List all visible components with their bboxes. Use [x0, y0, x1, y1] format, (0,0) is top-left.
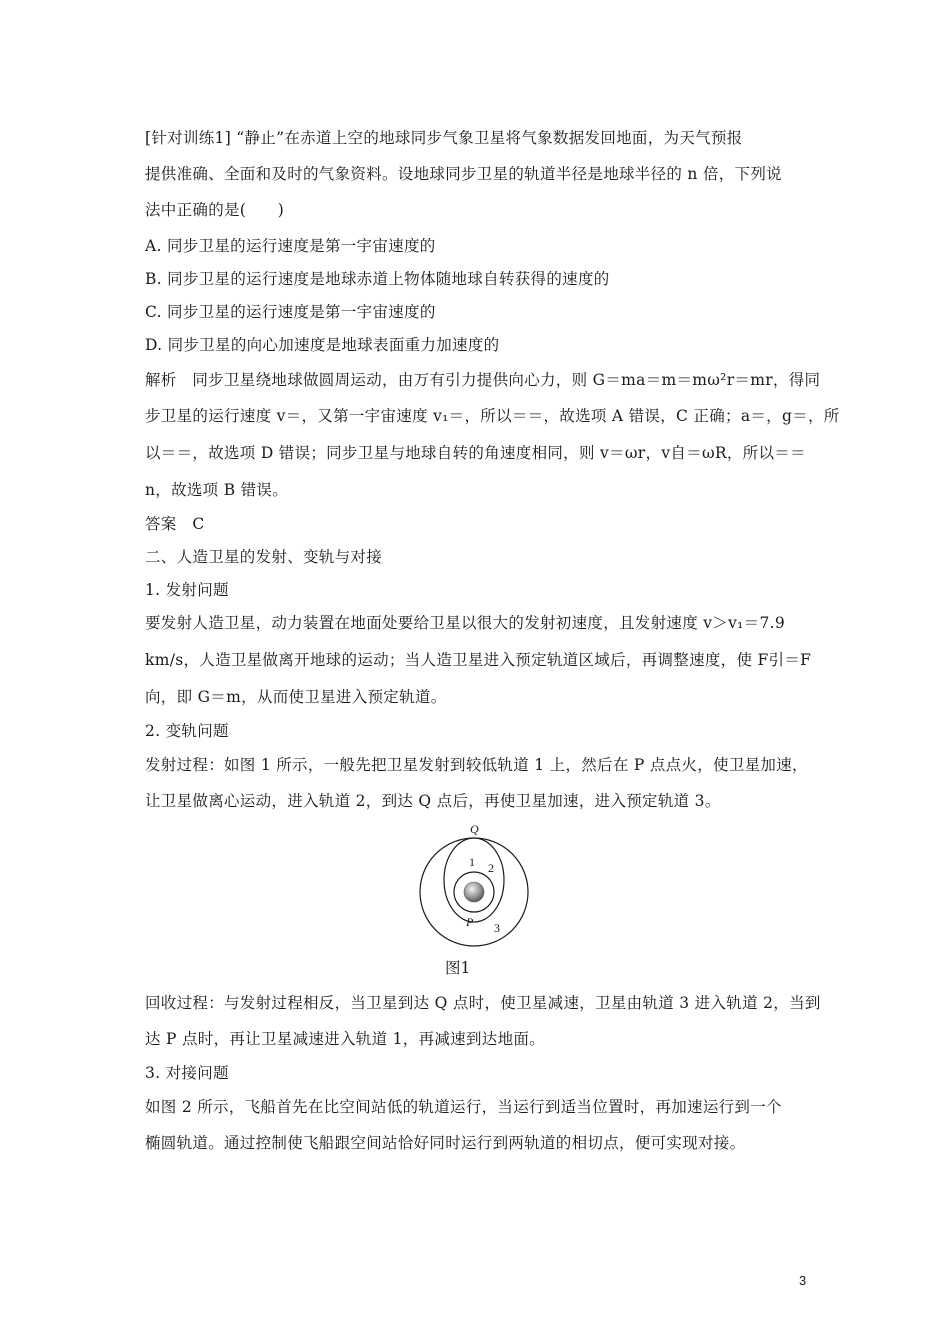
- orbit-2-label: 2: [488, 861, 494, 875]
- launch-paragraph-line-3: 向，即 G＝m，从而使卫星进入预定轨道。: [145, 688, 447, 706]
- training-question-line-2: 提供准确、全面和及时的气象资料。设地球同步卫星的轨道半径是地球半径的 n 倍，下列说: [145, 165, 782, 183]
- point-p-label: P: [466, 915, 474, 929]
- subheading-orbit-change: 2. 变轨问题: [145, 722, 229, 740]
- launch-paragraph-line-2: km/s，人造卫星做离开地球的运动；当人造卫星进入预定轨道区域后，再调整速度，使 F引＝F: [145, 651, 812, 669]
- orbit-diagram: [418, 820, 530, 948]
- page-number: 3: [799, 1273, 807, 1288]
- docking-paragraph-line-2: 椭圆轨道。通过控制使飞船跟空间站恰好同时运行到两轨道的相切点，便可实现对接。: [145, 1134, 746, 1152]
- option-c: C. 同步卫星的运行速度是第一宇宙速度的: [145, 303, 436, 321]
- subheading-docking: 3. 对接问题: [145, 1064, 229, 1082]
- answer: 答案 C: [145, 515, 205, 533]
- earth-sphere: [464, 882, 484, 902]
- option-d: D. 同步卫星的向心加速度是地球表面重力加速度的: [145, 336, 500, 354]
- orbit-3-label: 3: [494, 921, 500, 935]
- recovery-process-line-2: 达 P 点时，再让卫星减速进入轨道 1，再减速到达地面。: [145, 1030, 545, 1048]
- launch-process-line-2: 让卫星做离心运动，进入轨道 2，到达 Q 点后，再使卫星加速，进入预定轨道 3。: [145, 792, 721, 810]
- figure-caption: 图1: [445, 959, 471, 977]
- training-question-line-3: 法中正确的是( ): [145, 201, 285, 219]
- training-question-line-1: [针对训练1] “静止”在赤道上空的地球同步气象卫星将气象数据发回地面，为天气预报: [145, 129, 743, 147]
- launch-paragraph-line-1: 要发射人造卫星，动力装置在地面处要给卫星以很大的发射初速度，且发射速度 v＞v₁＝7.9: [145, 614, 786, 632]
- section-heading: 二、人造卫星的发射、变轨与对接: [145, 548, 383, 566]
- point-q-label: Q: [470, 822, 479, 836]
- analysis-line-2: 步卫星的运行速度 v＝，又第一宇宙速度 v₁＝，所以＝＝，故选项 A 错误，C 正确；a＝，g＝，所: [145, 407, 840, 425]
- docking-paragraph-line-1: 如图 2 所示，飞船首先在比空间站低的轨道运行，当运行到适当位置时，再加速运行到一个: [145, 1098, 782, 1116]
- analysis-line-1: 解析 同步卫星绕地球做圆周运动，由万有引力提供向心力，则 G＝ma＝m＝mω²r＝mr，得同: [145, 371, 821, 389]
- launch-process-line-1: 发射过程：如图 1 所示，一般先把卫星发射到较低轨道 1 上，然后在 P 点点火，使卫星加速，: [145, 756, 808, 774]
- option-b: B. 同步卫星的运行速度是地球赤道上物体随地球自转获得的速度的: [145, 270, 610, 288]
- recovery-process-line-1: 回收过程：与发射过程相反，当卫星到达 Q 点时，使卫星减速，卫星由轨道 3 进入轨道 2，当到: [145, 994, 821, 1012]
- subheading-launch: 1. 发射问题: [145, 581, 229, 599]
- orbit-2-ellipse: [444, 838, 504, 922]
- analysis-line-4: n，故选项 B 错误。: [145, 481, 289, 499]
- orbit-1-label: 1: [469, 855, 475, 869]
- option-a: A. 同步卫星的运行速度是第一宇宙速度的: [145, 237, 436, 255]
- analysis-line-3: 以＝＝，故选项 D 错误；同步卫星与地球自转的角速度相同，则 v＝ωr，v自＝ωR，所以＝＝: [145, 444, 806, 462]
